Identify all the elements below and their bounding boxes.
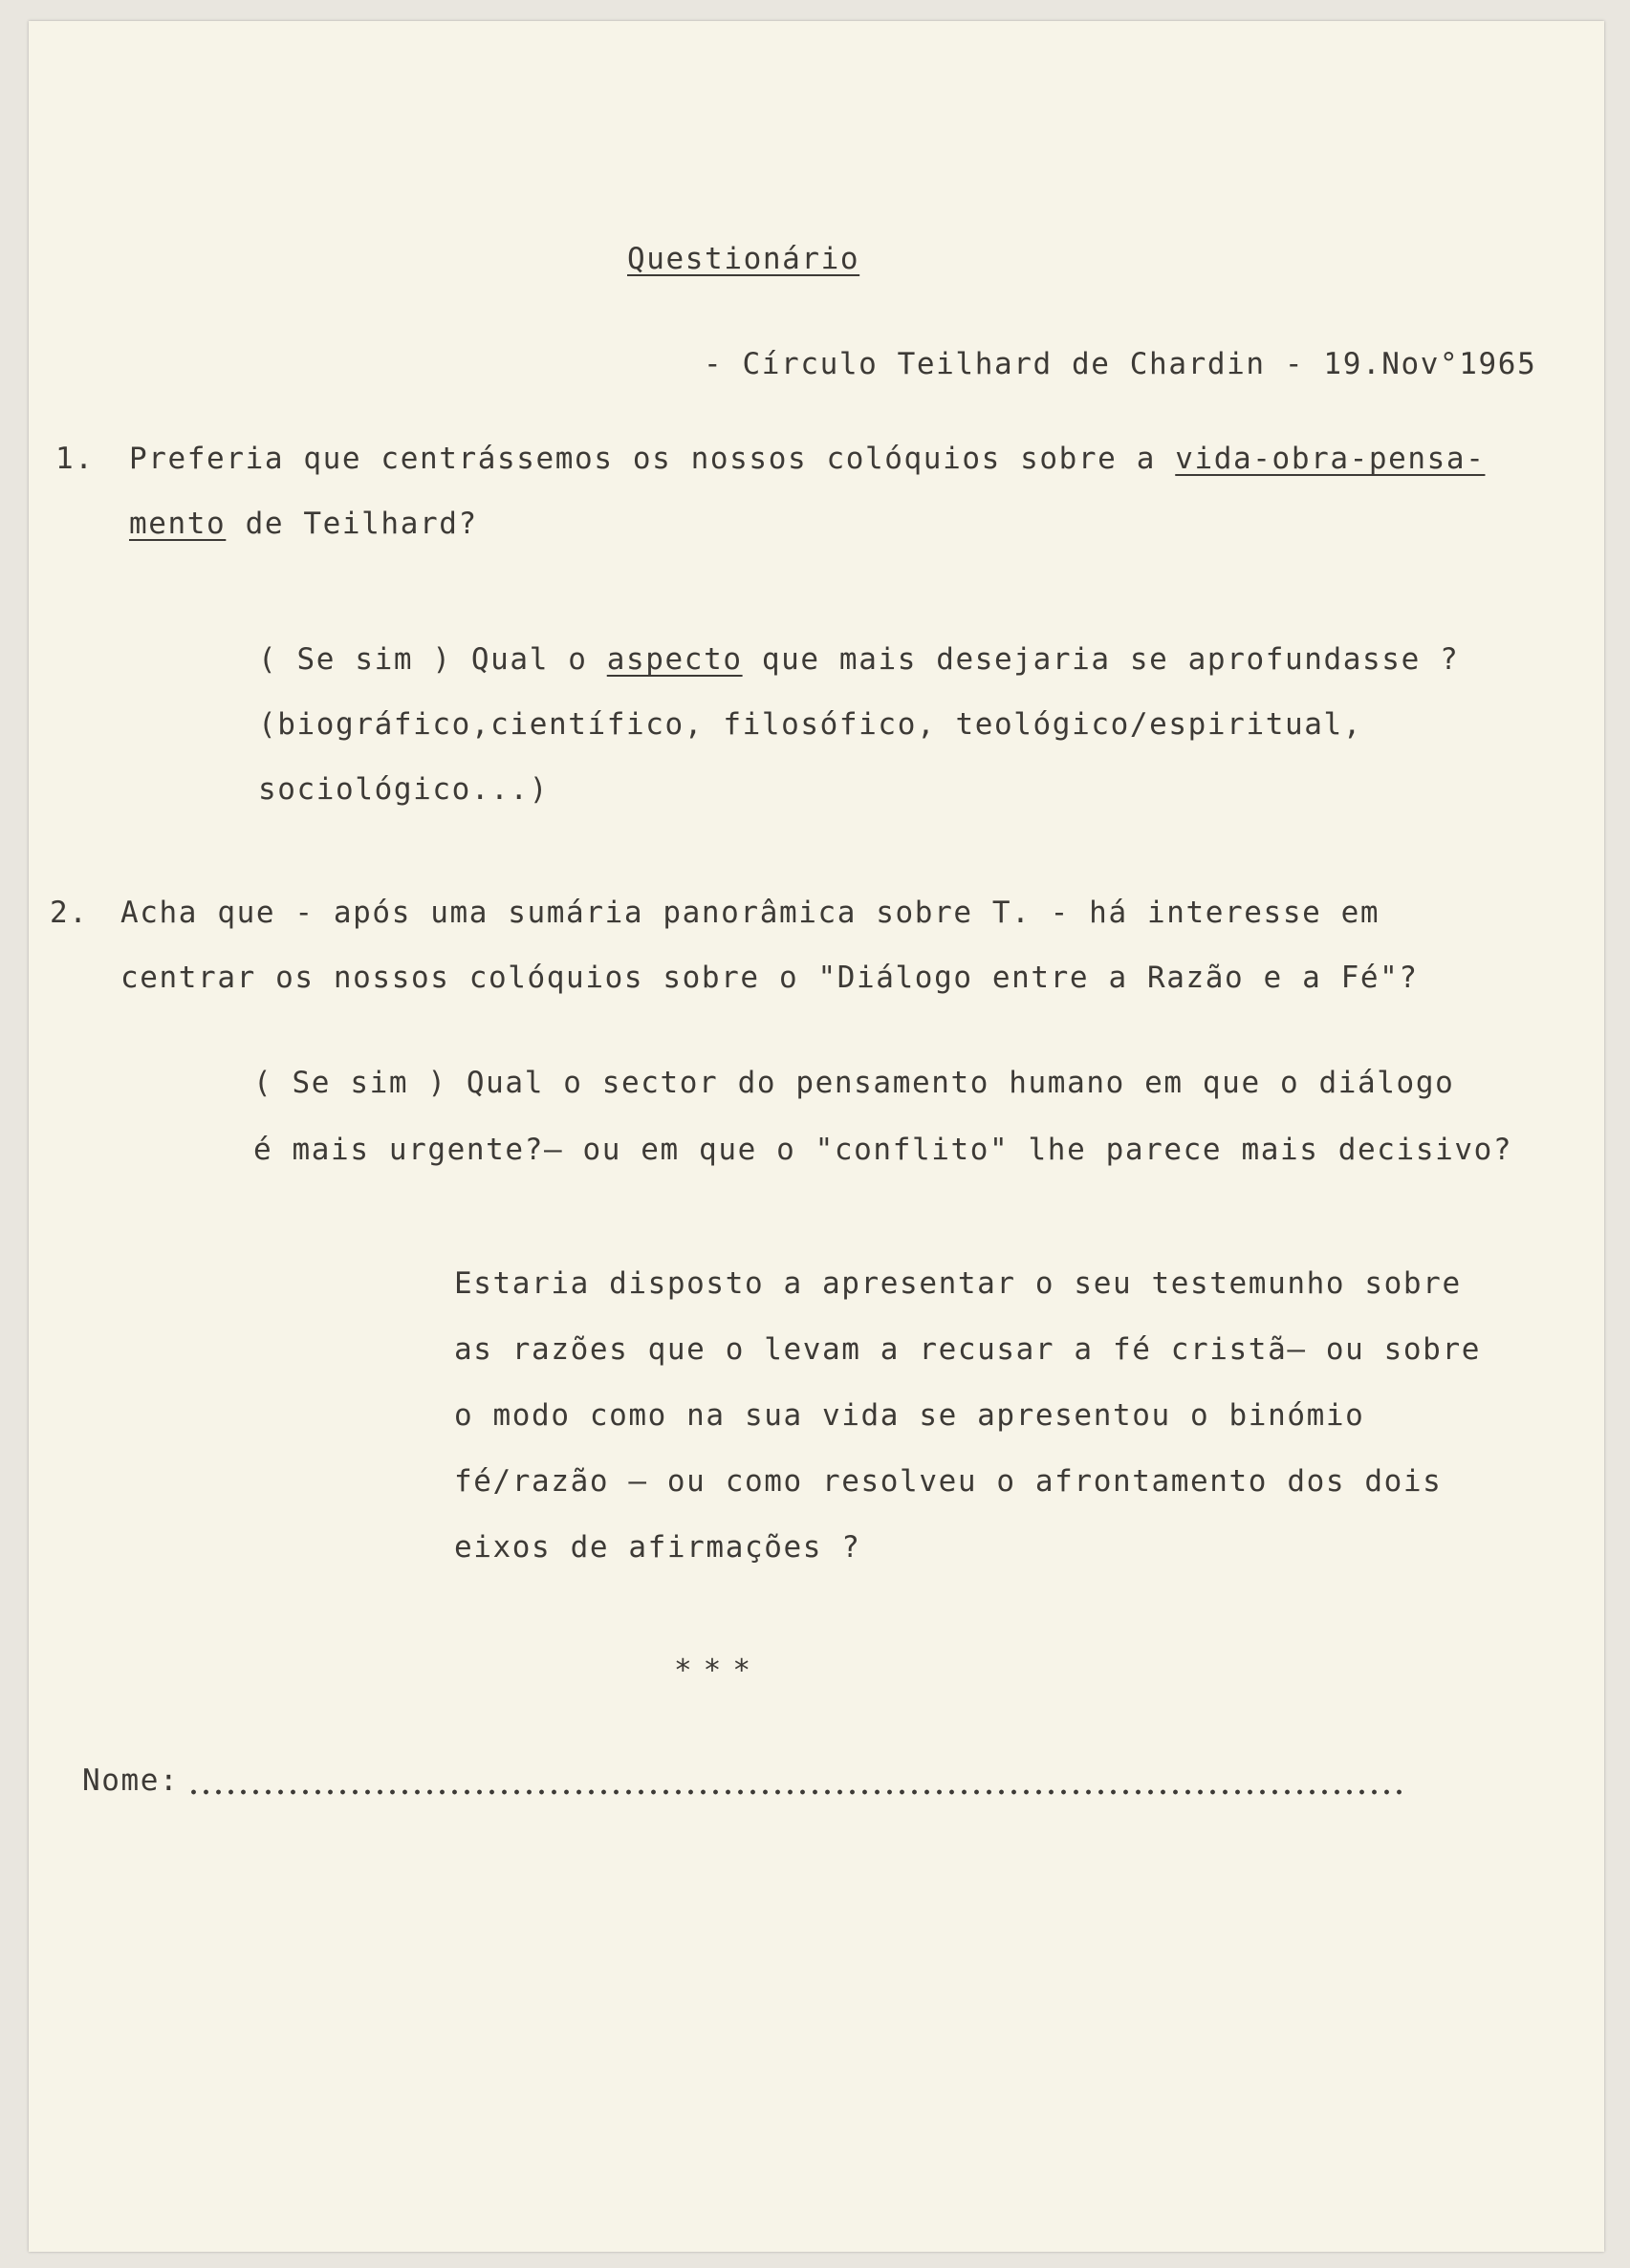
question-2-sub-line-2: é mais urgente?— ou em que o "conflito" lhe parece mais decisivo? <box>253 1133 1513 1167</box>
question-2-extra-line-3: o modo como na sua vida se apresentou o binómio <box>454 1398 1365 1433</box>
name-label: Nome: <box>82 1763 180 1798</box>
sub-question-text: ( Se sim ) Qual o <box>258 642 607 677</box>
question-2-line-2: centrar os nossos colóquios sobre o "Diálogo entre a Razão e a Fé"? <box>120 961 1419 995</box>
question-1-line-2 <box>129 507 478 541</box>
question-2-extra-line-1: Estaria disposto a apresentar o seu testemunho sobre <box>454 1266 1462 1301</box>
question-1-text: Preferia que centrássemos os nossos colóquios sobre a <box>129 442 1176 476</box>
sub-question-underlined-word: aspecto <box>606 642 743 677</box>
section-separator: *** <box>674 1653 762 1688</box>
question-2-line-1: Acha que - após uma sumária panorâmica sobre T. - há interesse em <box>120 896 1380 930</box>
question-2-sub-line-1: ( Se sim ) Qual o sector do pensamento humano em que o diálogo <box>253 1066 1455 1100</box>
question-1-underlined-text: vida-obra-pensa- <box>1175 442 1486 476</box>
question-2-extra-line-4: fé/razão — ou como resolveu o afrontamento dos dois <box>454 1464 1443 1499</box>
question-1-sub-line-2: (biográfico,científico, filosófico, teológico/espiritual, <box>258 707 1363 742</box>
question-2-number: 2. <box>50 896 89 930</box>
question-2-extra-line-5: eixos de afirmações ? <box>454 1530 861 1565</box>
document-subtitle: - Círculo Teilhard de Chardin - 19.Nov°1965 <box>704 347 1537 381</box>
question-1-underlined-continuation: mento <box>129 507 227 541</box>
name-dotted-line <box>187 1789 1409 1795</box>
sub-question-text-end: que mais desejaria se aprofundasse ? <box>742 642 1460 677</box>
question-1-number: 1. <box>55 442 95 476</box>
question-2-extra-line-2: as razões que o levam a recusar a fé cristã— ou sobre <box>454 1332 1481 1367</box>
question-1-sub-line-1 <box>258 642 1459 677</box>
question-1-line-1 <box>129 442 1485 476</box>
question-1-text-end: de Teilhard? <box>226 507 478 541</box>
document-title: Questionário <box>627 242 860 276</box>
question-1-sub-line-3: sociológico...) <box>258 772 549 807</box>
